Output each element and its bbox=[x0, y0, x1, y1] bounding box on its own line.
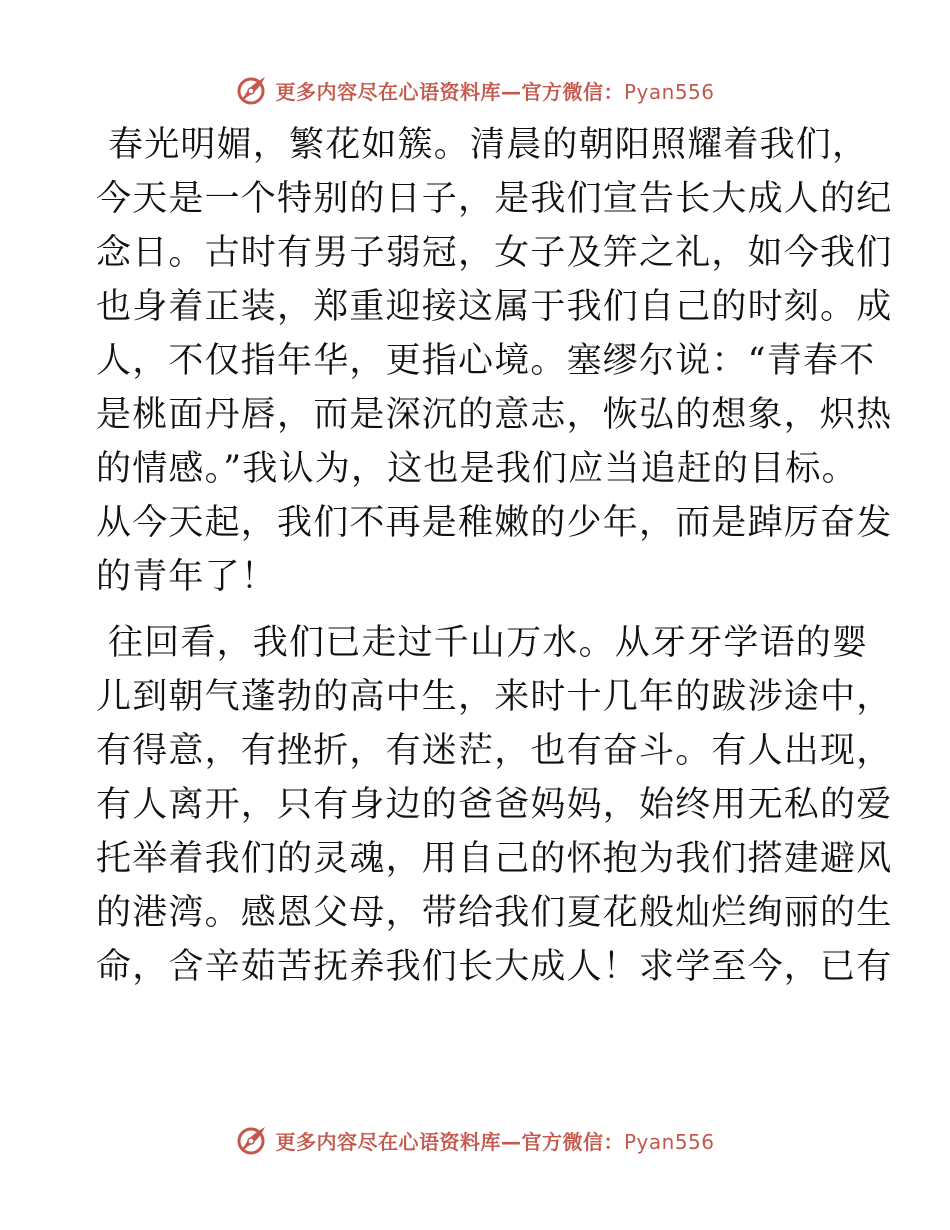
header-banner-text bbox=[275, 76, 714, 105]
header-banner-label: 更多内容尽在心语资料库—官方微信： bbox=[275, 79, 624, 104]
text-line: 从今天起，我们不再是稚嫩的少年，而是踔厉奋发 bbox=[96, 503, 893, 543]
red-quill-logo-icon bbox=[235, 73, 269, 107]
document-body bbox=[96, 118, 893, 1006]
text-line: 儿到朝气蓬勃的高中生，来时十几年的跋涉途中， bbox=[96, 677, 893, 717]
text-line: 念日。古时有男子弱冠，女子及笄之礼，如今我们 bbox=[96, 233, 893, 273]
red-quill-logo-icon bbox=[235, 1123, 269, 1157]
header-banner bbox=[0, 70, 950, 110]
text-line: 今天是一个特别的日子，是我们宣告长大成人的纪 bbox=[96, 179, 893, 219]
text-line: 命，含辛茹苦抚养我们长大成人！求学至今，已有 bbox=[96, 947, 893, 987]
text-line: 托举着我们的灵魂，用自己的怀抱为我们搭建避风 bbox=[96, 839, 893, 879]
footer-banner-label: 更多内容尽在心语资料库—官方微信： bbox=[275, 1129, 624, 1154]
text-line: 有得意，有挫折，有迷茫，也有奋斗。有人出现， bbox=[96, 731, 893, 771]
text-line: 也身着正装，郑重迎接这属于我们自己的时刻。成 bbox=[96, 287, 893, 327]
text-line: 春光明媚，繁花如簇。清晨的朝阳照耀着我们， bbox=[108, 125, 869, 165]
footer-banner bbox=[0, 1120, 950, 1160]
text-line: 的情感。”我认为，这也是我们应当追赶的目标。 bbox=[96, 449, 858, 489]
paragraph-2 bbox=[96, 616, 893, 994]
text-line: 的港湾。感恩父母，带给我们夏花般灿烂绚丽的生 bbox=[96, 893, 893, 933]
text-line: 是桃面丹唇，而是深沉的意志，恢弘的想象，炽热 bbox=[96, 395, 893, 435]
paragraph-1 bbox=[96, 118, 893, 604]
text-line: 有人离开，只有身边的爸爸妈妈，始终用无私的爱 bbox=[96, 785, 893, 825]
header-wechat-handle: Pyan556 bbox=[623, 79, 715, 104]
text-line: 往回看，我们已走过千山万水。从牙牙学语的婴 bbox=[108, 623, 869, 663]
footer-wechat-handle: Pyan556 bbox=[623, 1129, 715, 1154]
text-line: 人，不仅指年华，更指心境。塞缪尔说：“青春不 bbox=[96, 341, 876, 381]
text-line: 的青年了！ bbox=[96, 557, 278, 597]
footer-banner-text bbox=[275, 1126, 714, 1155]
